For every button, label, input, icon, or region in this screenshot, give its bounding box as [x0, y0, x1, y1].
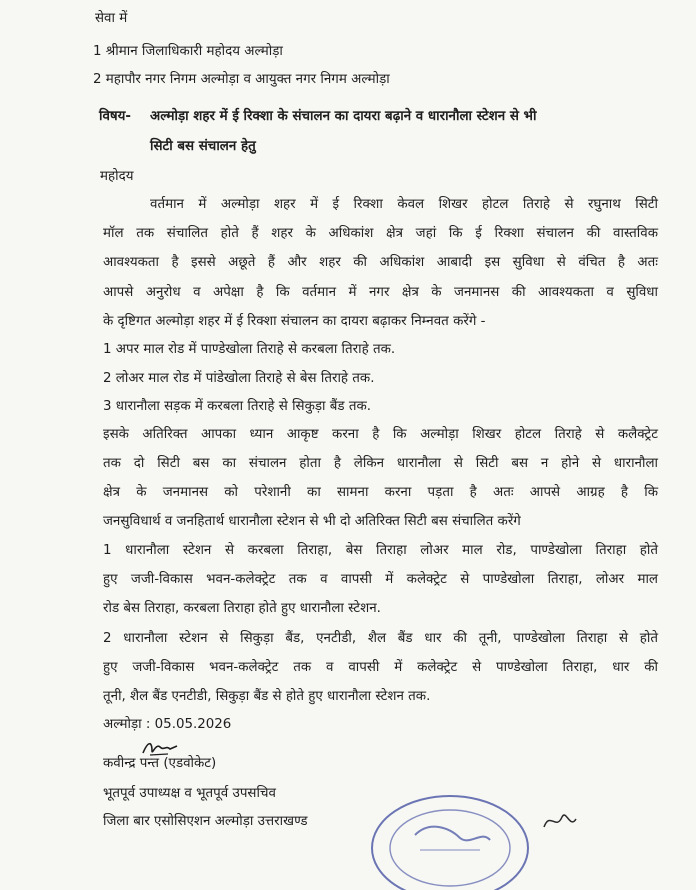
- list-item: 1 अपर माल रोड में पाण्डेखोला तिराहे से करबला तिराहे तक.: [103, 342, 396, 357]
- sender-title: भूतपूर्व उपाध्यक्ष व भूतपूर्व उपसचिव: [103, 786, 276, 801]
- para2-line: क्षेत्र के जनमानस को परेशानी का सामना करना पड़ता है अतः आपसे आग्रह है कि: [103, 485, 658, 500]
- route2-line: 2 धारानौला स्टेशन से सिकुड़ा बैंड, एनटीडी, शैल बैंड धार की तूनी, पाण्डेखोला तिराहा से होते: [103, 631, 658, 646]
- salutation-to: सेवा में: [95, 11, 128, 26]
- para1-line: के दृष्टिगत अल्मोड़ा शहर में ई रिक्शा संचालन का दायरा बढ़ाकर निम्नवत करेंगे -: [103, 314, 486, 329]
- subject-line-2: सिटी बस संचालन हेतु: [150, 139, 256, 154]
- para2-line: तक दो सिटी बस का संचालन होता है लेकिन धारानौला से सिटी बस न होने से धारानौला: [103, 456, 658, 471]
- sender-name: कवीन्द्र पन्त (एडवोकेट): [103, 756, 217, 771]
- route2-line: हुए जजी-विकास भवन-कलेक्ट्रेट तक व वापसी में कलेक्ट्रेट से पाण्डेखोला तिराहा, धार की: [103, 660, 658, 675]
- recipient-2: 2 महापौर नगर निगम अल्मोड़ा व आयुक्त नगर निगम अल्मोड़ा: [93, 72, 390, 87]
- subject-line-1: अल्मोड़ा शहर में ई रिक्शा के संचालन का दायरा बढ़ाने व धारानौला स्टेशन से भी: [150, 109, 537, 124]
- route2-line: तूनी, शैल बैंड एनटीडी, सिकुड़ा बैंड से होते हुए धारानौला स्टेशन तक.: [103, 689, 431, 704]
- para2-line: इसके अतिरिक्त आपका ध्यान आकृष्ट करना है कि अल्मोड़ा शिखर होटल तिराहे से कलैक्ट्रेट: [103, 427, 658, 442]
- route1-line: हुए जजी-विकास भवन-कलेक्ट्रेट तक व वापसी में कलेक्ट्रेट से पाण्डेखोला तिराहा, लोअर माल: [103, 572, 658, 587]
- sender-org: जिला बार एसोसिएशन अल्मोड़ा उत्तराखण्ड: [103, 814, 308, 829]
- para1-line: आपसे अनुरोध व अपेक्षा है कि वर्तमान में नगर क्षेत्र के जनमानस की आवश्यकता व सुविधा: [103, 285, 658, 300]
- initials-mark: [540, 805, 580, 835]
- para1-line: वर्तमान में अल्मोड़ा शहर में ई रिक्शा केवल शिखर होटल तिराहे से रघुनाथ सिटी: [150, 197, 658, 212]
- list-item: 3 धारानौला सड़क में करबला तिराहे से सिकुड़ा बैंड तक.: [103, 399, 372, 414]
- para1-line: मॉल तक संचालित होते हैं शहर के अधिकांश क्षेत्र जहां कि ई रिक्शा संचालन की वास्तविक: [103, 226, 658, 241]
- greeting: महोदय: [100, 169, 134, 184]
- route1-line: 1 धारानौला स्टेशन से करबला तिराहा, बेस तिराहा लोअर माल रोड, पाण्डेखोला तिराहा होते: [103, 543, 658, 558]
- recipient-1: 1 श्रीमान जिलाधिकारी महोदय अल्मोड़ा: [93, 44, 283, 59]
- seal-stamp-icon: [360, 780, 540, 890]
- route1-line: रोड बेस तिराहा, करबला तिराहा होते हुए धारानौला स्टेशन.: [103, 601, 381, 616]
- para2-line: जनसुविधार्थ व जनहितार्थ धारानौला स्टेशन से भी दो अतिरिक्त सिटी बस संचालित करेंगे: [103, 514, 521, 529]
- subject-label: विषय-: [99, 109, 131, 124]
- place-date: अल्मोड़ा : 05.05.2026: [103, 717, 232, 732]
- list-item: 2 लोअर माल रोड में पांडेखोला तिराहे से बेस तिराहे तक.: [103, 371, 375, 386]
- para1-line: आवश्यकता है इससे अछूते हैं और शहर की अधिकांश आबादी इस सुविधा से वंचित है अतः: [103, 255, 658, 270]
